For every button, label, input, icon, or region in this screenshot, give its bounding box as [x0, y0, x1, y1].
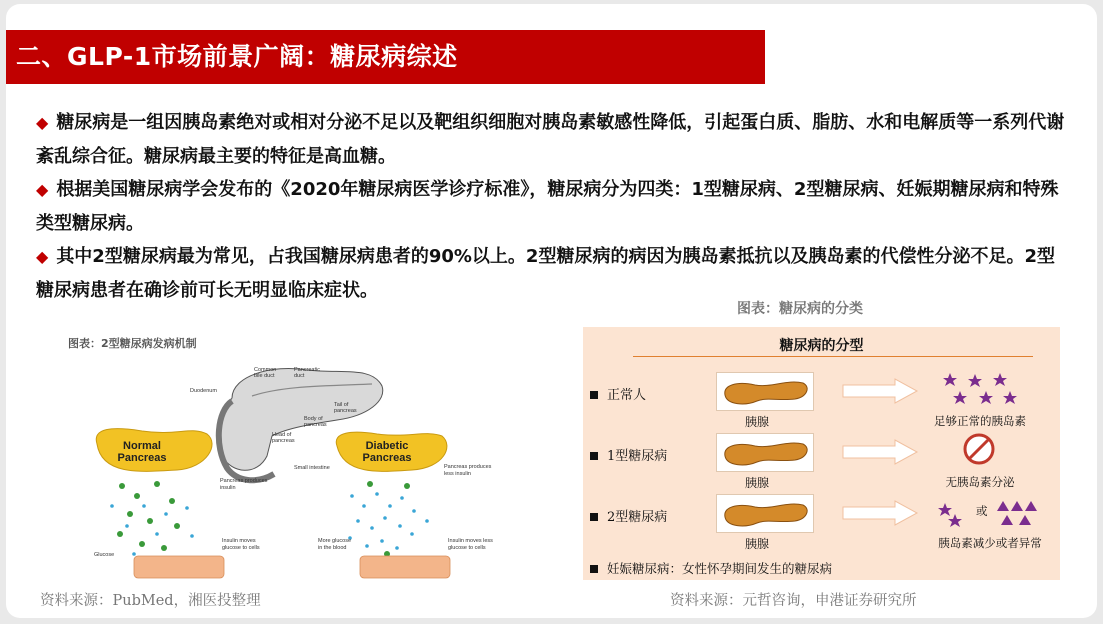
gland-label: 胰腺 — [745, 415, 770, 429]
bullet-2 — [36, 173, 1066, 240]
page-title: 二、GLP-1市场前景广阔：糖尿病综述 — [16, 42, 458, 71]
bullet-1 — [36, 106, 1066, 173]
pancreas-icon — [717, 434, 813, 471]
diabetes-mechanism-illustration — [82, 356, 532, 581]
arrow-icon — [841, 500, 921, 526]
label-body-line1: Body of — [304, 416, 323, 422]
insulin-stars-icon — [938, 371, 1018, 411]
insulin-dots-diabetic — [367, 481, 410, 557]
diabetic-label-line1: Diabetic — [365, 440, 409, 452]
bullet-text: 其中2型糖尿病最为常见，占我国糖尿病患者的90%以上。2型糖尿病的病因为胰岛素抵抗以及胰岛素的代偿性分泌不足。2型糖尿病患者在确诊前可长无明显临床症状。 — [36, 246, 1055, 301]
label-common-bile-duct-line2: bile duct — [254, 373, 275, 379]
slide — [6, 4, 1097, 618]
square-bullet-icon — [590, 513, 598, 521]
row-label-type2 — [590, 506, 667, 525]
left-source: 资料来源：PubMed，湘医投整理 — [40, 593, 261, 609]
label-head-line2: pancreas — [272, 438, 295, 444]
arrow-icon — [841, 439, 921, 465]
label-insulin-moves-line2: glucose to cells — [222, 545, 260, 551]
normal-label-line2: Pancreas — [117, 452, 167, 464]
gland-label: 胰腺 — [745, 537, 770, 551]
label-produces-less-line2: less insulin — [444, 471, 471, 477]
row-label-text: 1型糖尿病 — [607, 449, 668, 464]
insulin-dots-normal — [117, 481, 180, 551]
pancreas-image-type2 — [716, 494, 814, 533]
outcome-type1: 无胰岛素分泌 — [945, 475, 1015, 489]
label-produces-less-line1: Pancreas produces — [444, 464, 492, 470]
label-more-glucose — [318, 538, 351, 551]
bullet-text: 糖尿病是一组因胰岛素绝对或相对分泌不足以及靶组织细胞对胰岛素敏感性降低，引起蛋白质、脂肪、水和电解质等一系列代谢紊乱综合征。糖尿病最主要的特征是高血糖。 — [36, 112, 1065, 167]
label-head-line1: Head of — [272, 432, 292, 438]
normal-pancreas-label — [118, 440, 167, 464]
glucose-dots-normal — [110, 504, 194, 556]
diabetic-pancreas-label — [363, 440, 412, 464]
right-figure-caption: 图表：糖尿病的分类 — [737, 301, 863, 317]
gland-label: 胰腺 — [745, 476, 770, 490]
classification-panel — [583, 327, 1060, 580]
square-bullet-icon — [590, 452, 598, 460]
label-insulin-moves-less-line2: glucose to cells — [448, 545, 486, 551]
classification-title: 糖尿病的分型 — [779, 338, 864, 354]
label-common-bile-duct-line1: Common — [254, 367, 277, 373]
label-tail-line2: pancreas — [334, 408, 357, 414]
label-pancreatic-duct-line2: duct — [294, 373, 305, 379]
label-head — [272, 432, 295, 444]
diamond-icon: ◆ — [36, 180, 49, 199]
diabetic-label-line2: Pancreas — [362, 452, 412, 464]
label-small-intestine: Small intestine — [294, 465, 330, 471]
diamond-icon: ◆ — [36, 113, 49, 132]
outcome-type2: 胰岛素减少或者异常 — [938, 536, 1042, 550]
diamond-icon: ◆ — [36, 247, 49, 266]
bullet-3 — [36, 240, 1066, 307]
row-label-text: 正常人 — [607, 388, 647, 403]
body-text — [36, 106, 1066, 307]
label-insulin-moves-less-line1: Insulin moves less — [448, 538, 493, 544]
title-underline — [633, 356, 1033, 357]
label-common-bile-duct — [254, 367, 276, 379]
right-source: 资料来源：元哲咨询，申港证券研究所 — [670, 593, 917, 609]
label-produces-line1: Pancreas produces — [220, 478, 268, 484]
label-body-line2: pancreas — [304, 422, 327, 428]
label-produces-less — [444, 464, 492, 477]
row-label-text: 2型糖尿病 — [607, 510, 668, 525]
pancreas-image-normal — [716, 372, 814, 411]
label-more-glucose-line2: in the blood — [318, 545, 347, 551]
pancreas-icon — [717, 373, 813, 410]
label-more-glucose-line1: More glucose — [318, 538, 352, 544]
label-duodenum: Duodenum — [190, 388, 217, 394]
row-label-type1 — [590, 445, 667, 464]
pancreas-icon — [717, 495, 813, 532]
abnormal-insulin-triangles-icon — [995, 499, 1039, 531]
label-insulin-moves-line1: Insulin moves — [222, 538, 256, 544]
body-cells — [134, 556, 450, 578]
square-bullet-icon — [590, 391, 598, 399]
label-insulin-moves — [222, 538, 260, 551]
outcome-normal: 足够正常的胰岛素 — [934, 414, 1026, 428]
label-pancreatic-duct-line1: Pancreatic — [294, 367, 320, 373]
title-bar — [6, 30, 765, 84]
or-text: 或 — [976, 504, 988, 518]
glucose-dots-diabetic — [348, 492, 429, 550]
label-produces — [220, 478, 268, 491]
arrow-icon — [841, 378, 921, 404]
label-produces-line2: insulin — [220, 485, 236, 491]
bullet-text: 根据美国糖尿病学会发布的《2020年糖尿病医学诊疗标准》，糖尿病分为四类：1型糖尿病、2型糖尿病、妊娠期糖尿病和特殊类型糖尿病。 — [36, 179, 1059, 234]
label-glucose: Glucose — [94, 552, 115, 558]
row-label-normal — [590, 384, 646, 403]
square-bullet-icon — [590, 565, 598, 573]
gestational-footnote — [590, 559, 832, 577]
pancreas-image-type1 — [716, 433, 814, 472]
label-tail-line1: Tail of — [334, 402, 349, 408]
no-insulin-icon — [962, 432, 996, 466]
label-insulin-moves-less — [448, 538, 493, 551]
footnote-text: 妊娠糖尿病：女性怀孕期间发生的糖尿病 — [607, 561, 833, 576]
left-figure-caption: 图表：2型糖尿病发病机制 — [68, 337, 197, 350]
normal-label-line1: Normal — [123, 440, 161, 452]
reduced-insulin-stars-icon — [933, 501, 969, 531]
